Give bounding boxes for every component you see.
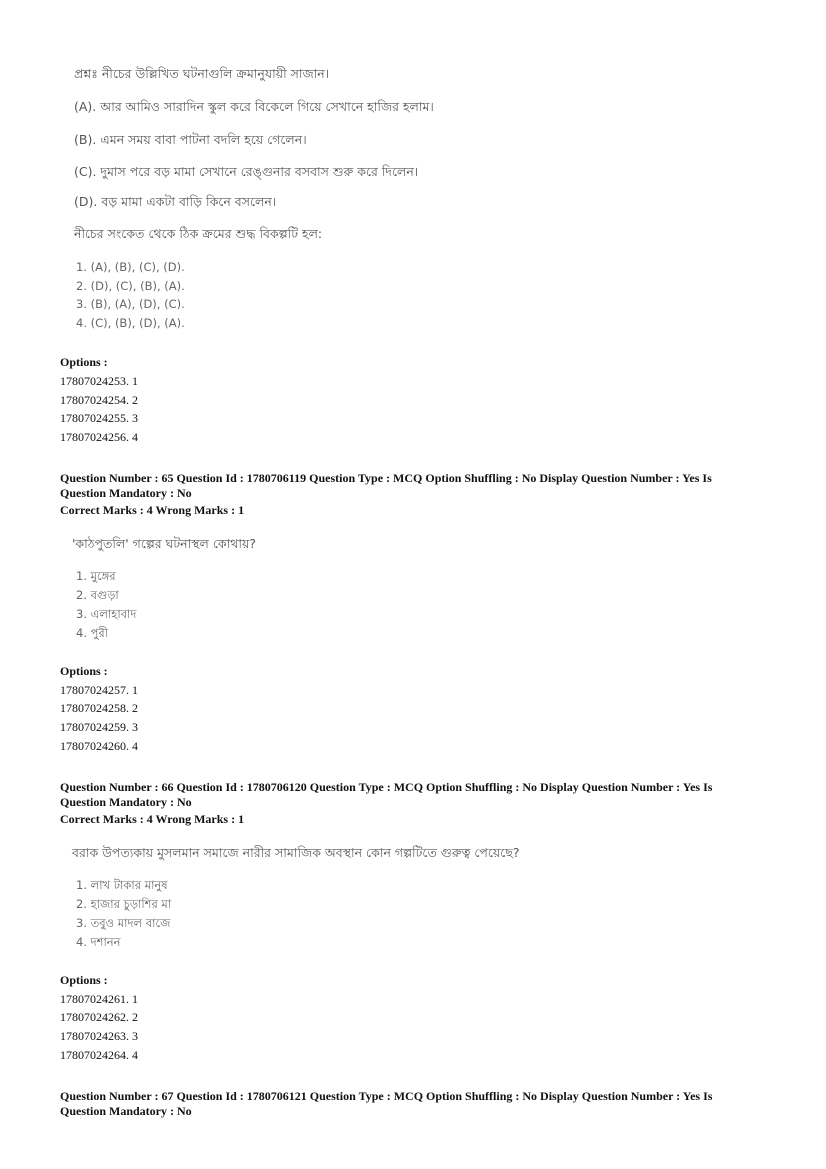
- q64-option-4: 17807024256. 4: [60, 430, 138, 444]
- q65-choice-4: 4. পুরী: [76, 626, 109, 640]
- q66-marks: Correct Marks : 4 Wrong Marks : 1: [60, 812, 245, 826]
- q66-option-2: 17807024262. 2: [60, 1010, 138, 1024]
- q65-prompt: 'কাঠপুতলি' গল্পের ঘটনাস্থল কোথায়?: [72, 536, 256, 551]
- q66-choice-2: 2. হাজার চুড়াশির মা: [76, 897, 172, 911]
- q66-choice-1: 1. লাখ টাকার মানুষ: [76, 878, 168, 892]
- q64-choice-1: 1. (A), (B), (C), (D).: [76, 260, 185, 274]
- q65-option-3: 17807024259. 3: [60, 720, 138, 734]
- q66-option-1: 17807024261. 1: [60, 992, 138, 1006]
- q64-item-c: (C). দুমাস পরে বড় মামা সেখানে রেঙ্গুনার বসবাস শুরু করে দিলেন।: [74, 164, 419, 179]
- q64-choice-3: 3. (B), (A), (D), (C).: [76, 297, 185, 311]
- q66-header-line1: Question Number : 66 Question Id : 1780706120 Question Type : MCQ Option Shuffling : No Display Question Number : Yes Is: [60, 780, 713, 794]
- q65-option-4: 17807024260. 4: [60, 739, 138, 753]
- q65-options-label: Options :: [60, 664, 108, 678]
- q64-instruction: নীচের সংকেত থেকে ঠিক ক্রমের শুদ্ধ বিকল্পটি হল:: [74, 226, 323, 241]
- q67-header-line2: Question Mandatory : No: [60, 1104, 192, 1118]
- q64-options-label: Options :: [60, 355, 108, 369]
- q65-choice-1: 1. মুঙ্গের: [76, 569, 116, 583]
- q64-item-d: (D). বড় মামা একটা বাড়ি কিনে বসলেন।: [74, 194, 277, 209]
- q66-header: [60, 780, 760, 810]
- q64-choice-2: 2. (D), (C), (B), (A).: [76, 279, 185, 293]
- q66-option-3: 17807024263. 3: [60, 1029, 138, 1043]
- q66-choice-4: 4. দশানন: [76, 935, 121, 949]
- q66-prompt: বরাক উপত্যকায় মুসলমান সমাজে নারীর সামাজিক অবস্থান কোন গল্পটিতে গুরুত্ব পেয়েছে?: [72, 845, 520, 860]
- q64-item-b: (B). এমন সময় বাবা পাটনা বদলি হয়ে গেলেন।: [74, 132, 307, 147]
- q65-header: [60, 471, 760, 501]
- q66-choice-3: 3. তবুও মাদল বাজে: [76, 916, 171, 930]
- q64-option-1: 17807024253. 1: [60, 374, 138, 388]
- q65-header-line2: Question Mandatory : No: [60, 486, 192, 500]
- q65-choice-2: 2. বগুড়া: [76, 588, 119, 602]
- q66-header-line2: Question Mandatory : No: [60, 795, 192, 809]
- q65-option-1: 17807024257. 1: [60, 683, 138, 697]
- q64-choice-4: 4. (C), (B), (D), (A).: [76, 316, 185, 330]
- q65-choice-3: 3. এলাহাবাদ: [76, 607, 137, 621]
- q67-header: [60, 1089, 760, 1119]
- q66-option-4: 17807024264. 4: [60, 1048, 138, 1062]
- q65-marks: Correct Marks : 4 Wrong Marks : 1: [60, 503, 245, 517]
- q64-prompt: প্রশ্নঃ নীচের উল্লিখিত ঘটনাগুলি ক্রমানুযায়ী সাজান।: [74, 66, 330, 81]
- q64-item-a: (A). আর আমিও সারাদিন স্কুল করে বিকেলে গিয়ে সেখানে হাজির হলাম।: [74, 99, 434, 114]
- q67-header-line1: Question Number : 67 Question Id : 1780706121 Question Type : MCQ Option Shuffling : No Display Question Number : Yes Is: [60, 1089, 713, 1103]
- q65-option-2: 17807024258. 2: [60, 701, 138, 715]
- q64-option-3: 17807024255. 3: [60, 411, 138, 425]
- q64-option-2: 17807024254. 2: [60, 393, 138, 407]
- q66-options-label: Options :: [60, 973, 108, 987]
- q65-header-line1: Question Number : 65 Question Id : 1780706119 Question Type : MCQ Option Shuffling : No Display Question Number : Yes Is: [60, 471, 712, 485]
